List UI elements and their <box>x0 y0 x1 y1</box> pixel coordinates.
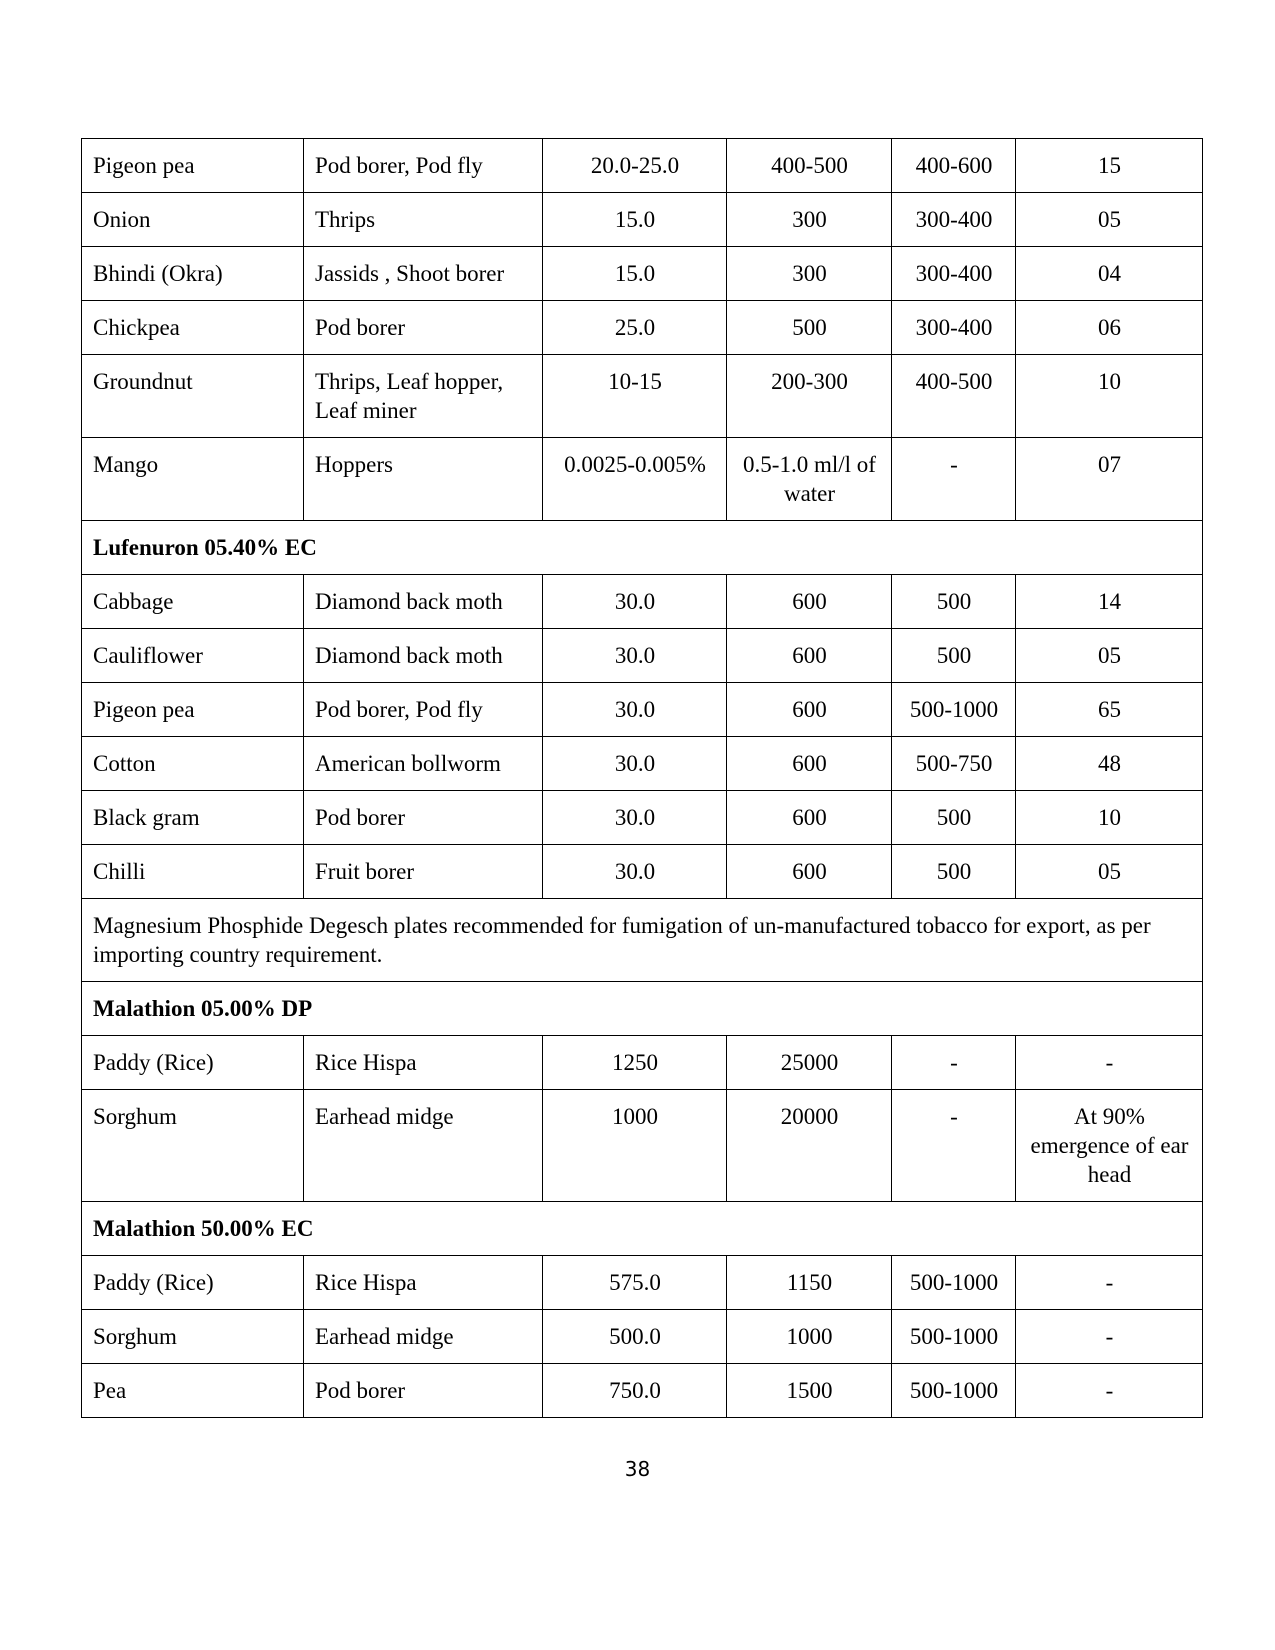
dose-formulation-cell: 600 <box>727 629 892 683</box>
pest-cell: Thrips <box>304 193 543 247</box>
pest-cell: Pod borer, Pod fly <box>304 683 543 737</box>
dose-ai-cell: 10-15 <box>543 355 727 438</box>
water-cell: 500-1000 <box>892 1364 1016 1418</box>
dose-ai-cell: 30.0 <box>543 629 727 683</box>
crop-cell: Cauliflower <box>82 629 304 683</box>
table-row <box>82 1310 1203 1364</box>
table-row <box>82 1036 1203 1090</box>
water-cell: 500 <box>892 575 1016 629</box>
dose-ai-cell: 750.0 <box>543 1364 727 1418</box>
dose-ai-cell: 25.0 <box>543 301 727 355</box>
section-heading: Lufenuron 05.40% EC <box>82 521 1203 575</box>
water-cell: - <box>892 1090 1016 1202</box>
dose-formulation-cell: 1500 <box>727 1364 892 1418</box>
crop-cell: Chilli <box>82 845 304 899</box>
dose-formulation-cell: 20000 <box>727 1090 892 1202</box>
dose-ai-cell: 1250 <box>543 1036 727 1090</box>
pest-cell: Pod borer <box>304 791 543 845</box>
table-row <box>82 355 1203 438</box>
crop-cell: Pigeon pea <box>82 683 304 737</box>
table-row <box>82 438 1203 521</box>
dose-formulation-cell: 600 <box>727 683 892 737</box>
table-row <box>82 1256 1203 1310</box>
pesticide-dosage-table <box>81 138 1203 1418</box>
crop-cell: Chickpea <box>82 301 304 355</box>
table-row <box>82 629 1203 683</box>
dose-formulation-cell: 600 <box>727 791 892 845</box>
section-heading: Malathion 05.00% DP <box>82 982 1203 1036</box>
waiting-period-cell: 05 <box>1016 193 1203 247</box>
dose-formulation-cell: 300 <box>727 193 892 247</box>
dose-formulation-cell: 300 <box>727 247 892 301</box>
table-row <box>82 683 1203 737</box>
water-cell: 300-400 <box>892 301 1016 355</box>
water-cell: 500-1000 <box>892 1256 1016 1310</box>
table-row <box>82 1090 1203 1202</box>
section-row <box>82 1202 1203 1256</box>
waiting-period-cell: 10 <box>1016 355 1203 438</box>
dose-ai-cell: 20.0-25.0 <box>543 139 727 193</box>
pest-cell: Pod borer, Pod fly <box>304 139 543 193</box>
waiting-period-cell: 06 <box>1016 301 1203 355</box>
water-cell: 500 <box>892 791 1016 845</box>
waiting-period-cell: - <box>1016 1256 1203 1310</box>
water-cell: 400-600 <box>892 139 1016 193</box>
dose-ai-cell: 15.0 <box>543 193 727 247</box>
water-cell: 500-750 <box>892 737 1016 791</box>
table-row <box>82 845 1203 899</box>
table-row <box>82 193 1203 247</box>
pest-cell: Pod borer <box>304 301 543 355</box>
dose-formulation-cell: 600 <box>727 575 892 629</box>
dose-ai-cell: 575.0 <box>543 1256 727 1310</box>
dose-formulation-cell: 0.5-1.0 ml/l of water <box>727 438 892 521</box>
dose-formulation-cell: 25000 <box>727 1036 892 1090</box>
pest-cell: Earhead midge <box>304 1090 543 1202</box>
table-row <box>82 247 1203 301</box>
waiting-period-cell: - <box>1016 1036 1203 1090</box>
crop-cell: Groundnut <box>82 355 304 438</box>
crop-cell: Cotton <box>82 737 304 791</box>
crop-cell: Pea <box>82 1364 304 1418</box>
table-row <box>82 301 1203 355</box>
waiting-period-cell: 04 <box>1016 247 1203 301</box>
pest-cell: American bollworm <box>304 737 543 791</box>
pest-cell: Pod borer <box>304 1364 543 1418</box>
note-row <box>82 899 1203 982</box>
dose-ai-cell: 500.0 <box>543 1310 727 1364</box>
pest-cell: Thrips, Leaf hopper, Leaf miner <box>304 355 543 438</box>
dose-ai-cell: 30.0 <box>543 575 727 629</box>
section-row <box>82 982 1203 1036</box>
dose-ai-cell: 1000 <box>543 1090 727 1202</box>
waiting-period-cell: 10 <box>1016 791 1203 845</box>
waiting-period-cell: 48 <box>1016 737 1203 791</box>
dose-ai-cell: 0.0025-0.005% <box>543 438 727 521</box>
crop-cell: Black gram <box>82 791 304 845</box>
dose-formulation-cell: 1000 <box>727 1310 892 1364</box>
crop-cell: Onion <box>82 193 304 247</box>
table-row <box>82 575 1203 629</box>
pest-cell: Rice Hispa <box>304 1256 543 1310</box>
water-cell: 300-400 <box>892 193 1016 247</box>
crop-cell: Pigeon pea <box>82 139 304 193</box>
waiting-period-cell: 65 <box>1016 683 1203 737</box>
dose-formulation-cell: 400-500 <box>727 139 892 193</box>
pest-cell: Diamond back moth <box>304 575 543 629</box>
dose-ai-cell: 30.0 <box>543 737 727 791</box>
pest-cell: Rice Hispa <box>304 1036 543 1090</box>
table-row <box>82 1364 1203 1418</box>
water-cell: 500 <box>892 629 1016 683</box>
table-row <box>82 791 1203 845</box>
water-cell: 500-1000 <box>892 1310 1016 1364</box>
crop-cell: Sorghum <box>82 1090 304 1202</box>
crop-cell: Paddy (Rice) <box>82 1256 304 1310</box>
water-cell: 500 <box>892 845 1016 899</box>
section-row <box>82 521 1203 575</box>
dose-formulation-cell: 500 <box>727 301 892 355</box>
dose-ai-cell: 30.0 <box>543 845 727 899</box>
pest-cell: Diamond back moth <box>304 629 543 683</box>
dose-ai-cell: 30.0 <box>543 791 727 845</box>
waiting-period-cell: At 90% emergence of ear head <box>1016 1090 1203 1202</box>
waiting-period-cell: 14 <box>1016 575 1203 629</box>
crop-cell: Cabbage <box>82 575 304 629</box>
waiting-period-cell: 07 <box>1016 438 1203 521</box>
note-text: Magnesium Phosphide Degesch plates recommended for fumigation of un-manufactured tobacco for export, as per importing country requirement. <box>82 899 1203 982</box>
dose-formulation-cell: 1150 <box>727 1256 892 1310</box>
page-number: 38 <box>624 1457 651 1481</box>
water-cell: 300-400 <box>892 247 1016 301</box>
dose-formulation-cell: 600 <box>727 845 892 899</box>
waiting-period-cell: - <box>1016 1364 1203 1418</box>
crop-cell: Paddy (Rice) <box>82 1036 304 1090</box>
pest-cell: Earhead midge <box>304 1310 543 1364</box>
pest-cell: Fruit borer <box>304 845 543 899</box>
dose-formulation-cell: 200-300 <box>727 355 892 438</box>
dose-formulation-cell: 600 <box>727 737 892 791</box>
water-cell: 500-1000 <box>892 683 1016 737</box>
pest-cell: Hoppers <box>304 438 543 521</box>
pest-cell: Jassids , Shoot borer <box>304 247 543 301</box>
waiting-period-cell: - <box>1016 1310 1203 1364</box>
water-cell: 400-500 <box>892 355 1016 438</box>
crop-cell: Sorghum <box>82 1310 304 1364</box>
water-cell: - <box>892 1036 1016 1090</box>
waiting-period-cell: 05 <box>1016 845 1203 899</box>
table-row <box>82 139 1203 193</box>
water-cell: - <box>892 438 1016 521</box>
waiting-period-cell: 15 <box>1016 139 1203 193</box>
dose-ai-cell: 15.0 <box>543 247 727 301</box>
table-row <box>82 737 1203 791</box>
waiting-period-cell: 05 <box>1016 629 1203 683</box>
dose-ai-cell: 30.0 <box>543 683 727 737</box>
section-heading: Malathion 50.00% EC <box>82 1202 1203 1256</box>
crop-cell: Mango <box>82 438 304 521</box>
crop-cell: Bhindi (Okra) <box>82 247 304 301</box>
